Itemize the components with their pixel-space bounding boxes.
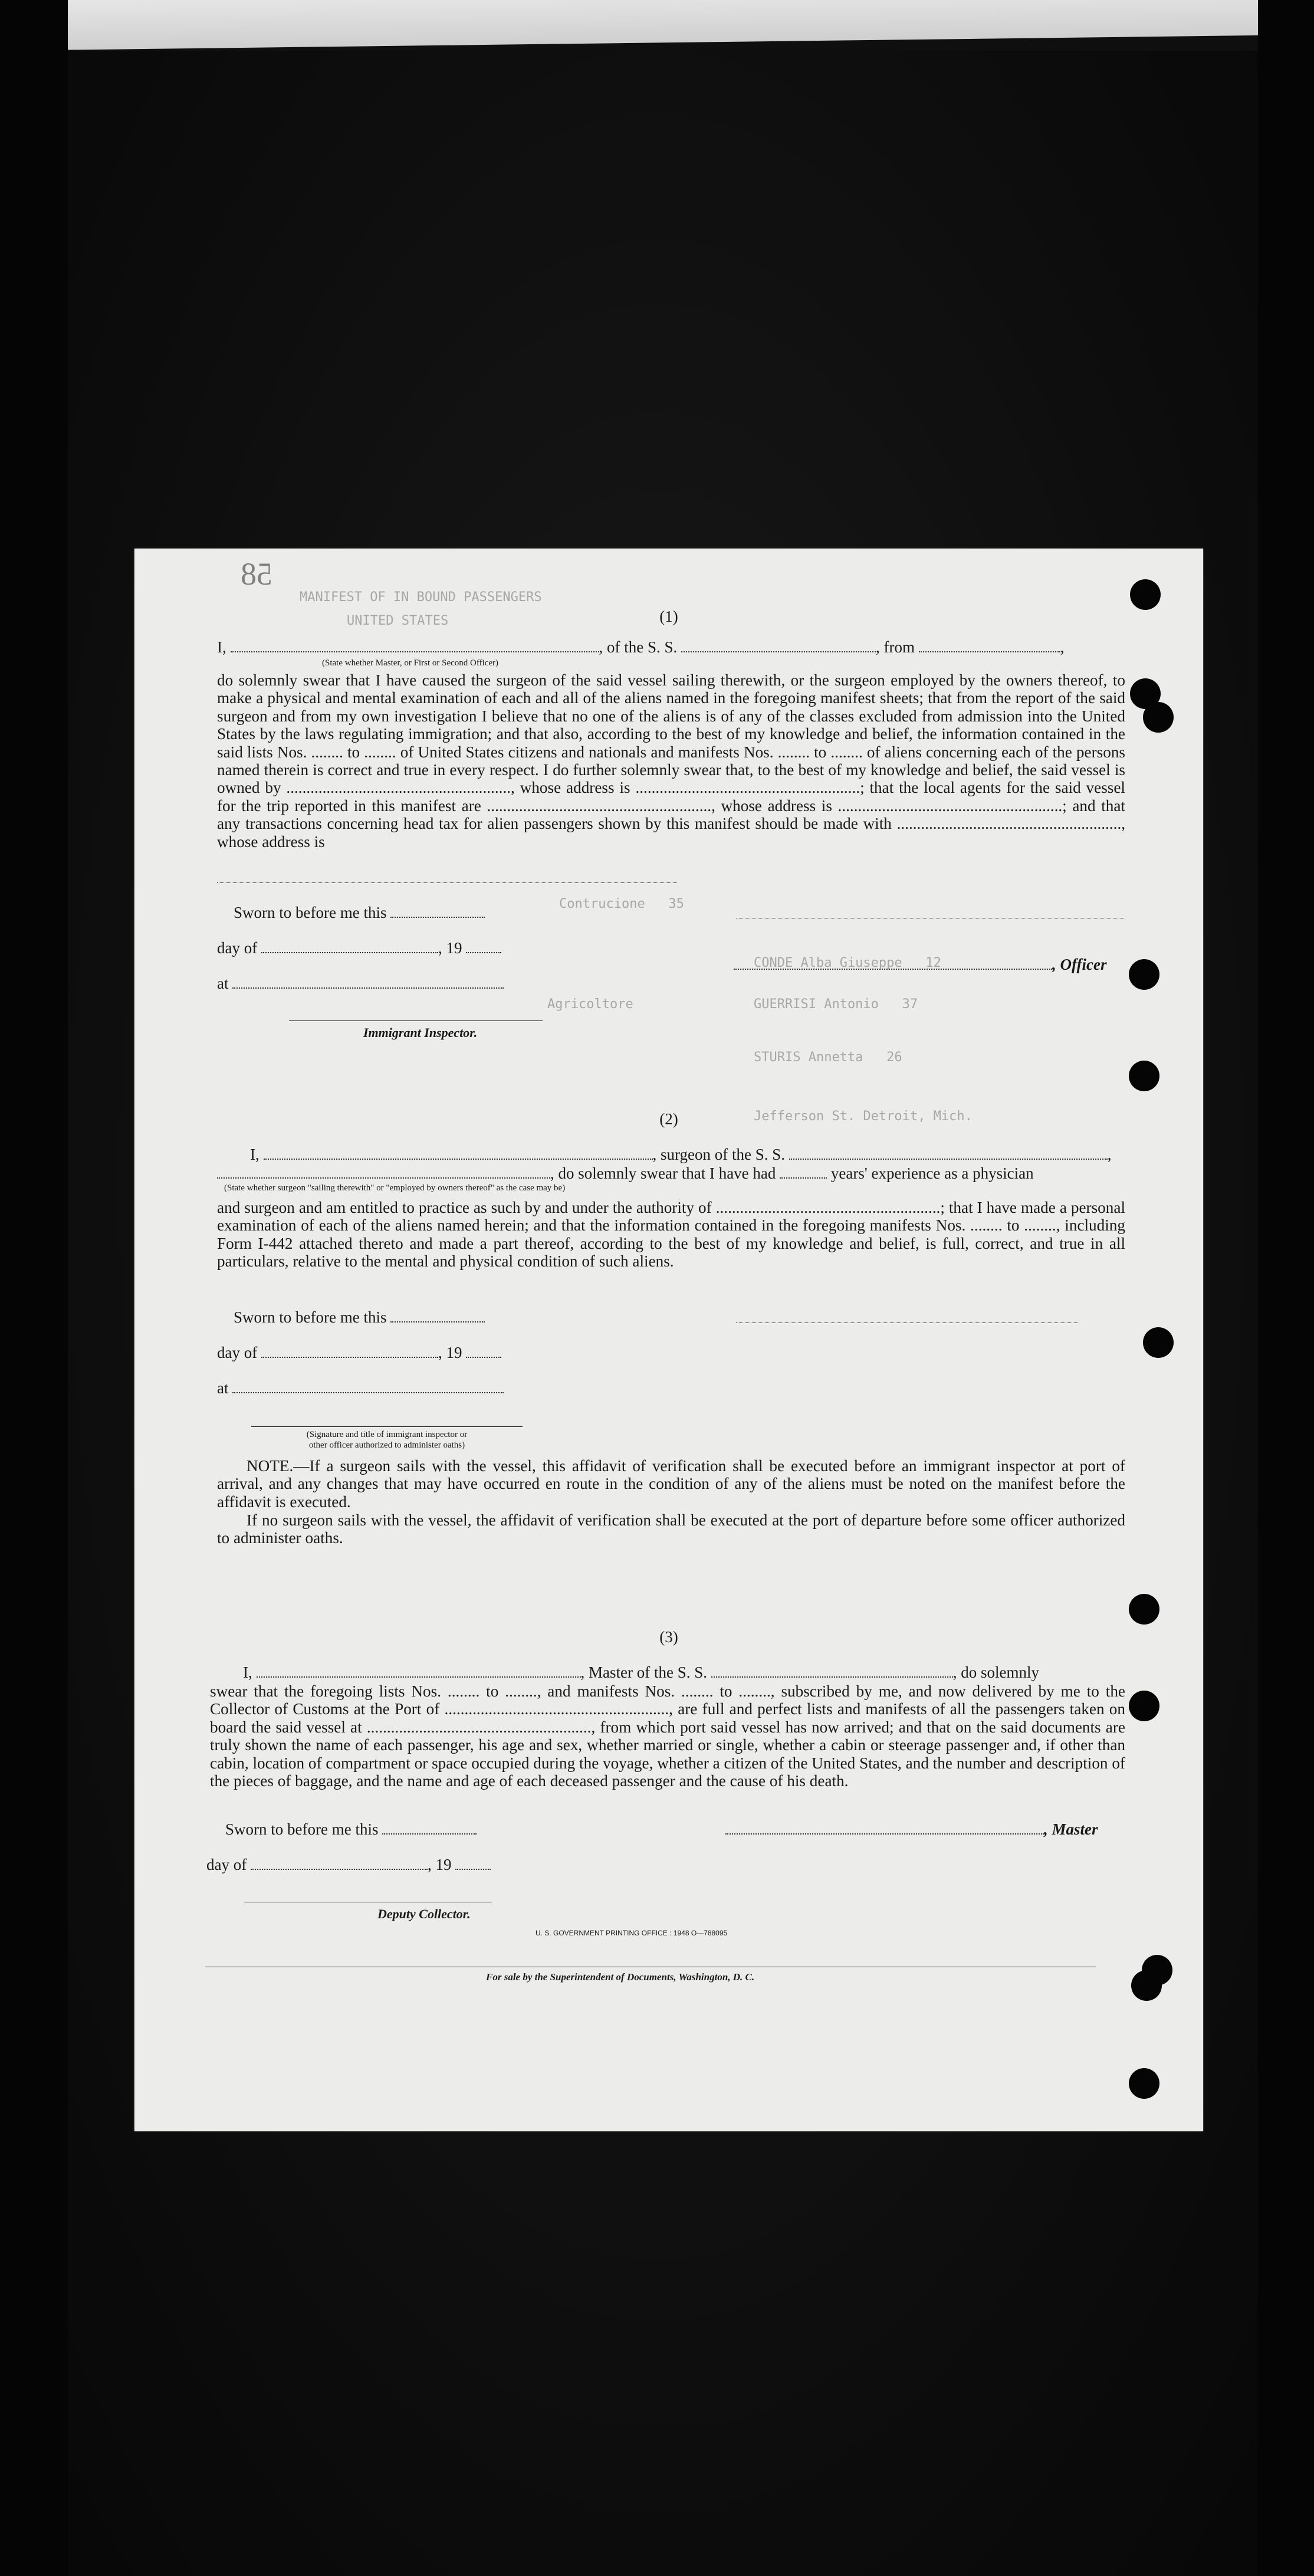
film-border-left	[0, 0, 68, 2576]
year-field[interactable]	[466, 1345, 501, 1358]
day-of-label: day of	[206, 1856, 247, 1873]
master-signature-field[interactable]	[725, 1822, 1044, 1835]
section-2-sworn	[234, 1308, 485, 1326]
section-1-officer-line	[734, 956, 1106, 973]
year-field[interactable]	[455, 1857, 491, 1870]
section-2-opening-line: I, , surgeon of the S. S. ,	[250, 1146, 1112, 1163]
section-1-sworn	[234, 904, 485, 921]
officer-name-field[interactable]	[231, 639, 599, 652]
departure-port-field[interactable]	[919, 639, 1060, 652]
month-field[interactable]	[261, 940, 438, 953]
binder-hole	[1131, 1970, 1162, 2001]
sig-caption-2: other officer authorized to administer oaths)	[308, 1440, 465, 1450]
surgeon-status-field[interactable]	[217, 1166, 550, 1179]
swear-label: , do solemnly swear that I have had	[550, 1164, 776, 1182]
sworn-label: Sworn to before me this	[234, 1308, 387, 1326]
section-2-number: (2)	[659, 1110, 678, 1128]
year-field[interactable]	[466, 940, 501, 953]
sworn-day-field[interactable]	[390, 1310, 485, 1323]
place-field[interactable]	[232, 1380, 504, 1393]
section-1-body: do solemnly swear that I have caused the surgeon of the said vessel sailing therewith, or the surgeon employed by the owners thereof, to make a physical and mental examination of each and all of the aliens named in the foregoing manifest sheets; that from the report of the said surgeon and from my own investigation I believe that no one of the aliens is of any of the classes excluded from admission into the United States by the laws regulating immigration; and that also, according to the best of my knowledge and belief, the information contained in the said lists Nos. ........ to ........ of United States citizens and nationals and manifests Nos. ........ to ........ of aliens concerning each of the persons named therein is correct and true in every respect. I do further solemnly swear that, to the best of my knowledge and belief, the said vessel is owned by ........................................................, whose address is ........................................................; that the local agents for the said vessel for the trip reported in this manifest are ........................................................, whose address is ........................................................; and that any transactions concerning head tax for alien passengers shown by this manifest should be made with ........................................................, whose address is	[217, 671, 1125, 851]
sworn-day-field[interactable]	[382, 1822, 477, 1835]
section-1-opening-line: I, , of the S. S. , from ,	[217, 638, 1065, 656]
master-of-label: , Master of the S. S.	[580, 1663, 707, 1681]
bleed-through-text: Contrucione 35	[559, 897, 684, 911]
section-3-body: swear that the foregoing lists Nos. ........ to ........, and manifests Nos. ........ to ........, subscribed by me, and now delivered by me to the Collector of Customs at the Port of ........................................................, are full and perfect lists and manifests of all the passengers taken on board the said vessel at ........................................................, from which port said vessel has now arrived; and that on the said documents are truly shown the name of each passenger, his age and sex, whether married or single, whether a cabin or steerage passenger and, if other than cabin, location of compartment or space occupied during the voyage, whether a citizen of the United States, and the number and description of the pieces of baggage, and the name and age of each deceased passenger and the cause of his death.	[210, 1682, 1125, 1790]
section-2-second-line	[217, 1164, 1034, 1182]
footer-sale-note: For sale by the Superintendent of Documents, Washington, D. C.	[486, 1971, 755, 1983]
inspector-signature-line	[289, 1020, 543, 1021]
binder-hole	[1129, 1061, 1159, 1091]
binder-hole	[1129, 1691, 1159, 1721]
section-1-number: (1)	[659, 608, 678, 625]
day-of-label: day of	[217, 1344, 258, 1361]
day-of-label: day of	[217, 939, 258, 957]
bleed-through-text: UNITED STATES	[347, 613, 449, 628]
year-label: , 19	[438, 1344, 462, 1361]
bleed-through-text: Agricoltore	[547, 997, 633, 1012]
bleed-through-text: GUERRISI Antonio 37	[754, 997, 918, 1012]
section-2-at	[217, 1379, 504, 1397]
section-1-at	[217, 974, 504, 992]
ship-name-field[interactable]	[681, 639, 876, 652]
film-edge-strip	[0, 0, 1314, 51]
month-field[interactable]	[251, 1857, 428, 1870]
officer-label: , Officer	[1052, 956, 1107, 973]
year-label: , 19	[427, 1856, 452, 1873]
years-experience-field[interactable]	[780, 1166, 827, 1179]
binder-hole	[1129, 1594, 1159, 1625]
section-1-from-label: , from	[876, 638, 915, 656]
film-border-right	[1258, 0, 1314, 2576]
section-1-day-of	[217, 939, 501, 957]
bleed-through-text: STURIS Annetta 26	[754, 1050, 902, 1065]
surgeon-name-field[interactable]	[264, 1147, 653, 1160]
section-2-note: NOTE.—If a surgeon sails with the vessel, this affidavit of verification shall be executed before an immigrant inspector at port of arrival, and any changes that may have occurred en route in the condition of any of the aliens must be noted on the manifest before the affidavit is executed.	[217, 1457, 1125, 1511]
place-field[interactable]	[232, 976, 504, 989]
month-field[interactable]	[261, 1345, 438, 1358]
bleed-through-text: Jefferson St. Detroit, Mich.	[754, 1109, 973, 1124]
surgeon-ship-field[interactable]	[789, 1147, 1108, 1160]
master-ship-field[interactable]	[711, 1665, 953, 1678]
section-3-day-of	[206, 1856, 491, 1873]
binder-hole	[1129, 959, 1159, 990]
year-label: , 19	[438, 939, 462, 957]
binder-hole	[1143, 702, 1174, 733]
master-label: , Master	[1044, 1820, 1098, 1838]
section-3-master-line	[725, 1820, 1098, 1838]
sworn-day-field[interactable]	[390, 905, 485, 918]
binder-hole	[1130, 579, 1161, 610]
inspector-label: Immigrant Inspector.	[363, 1025, 478, 1040]
sig-caption-1: (Signature and title of immigrant inspector or	[306, 1430, 468, 1439]
binder-hole	[1143, 1327, 1174, 1358]
sworn-label: Sworn to before me this	[234, 904, 387, 921]
solemnly-label: , do solemnly	[952, 1663, 1039, 1681]
gpo-imprint: U. S. GOVERNMENT PRINTING OFFICE : 1948 O—788095	[536, 1929, 728, 1937]
deputy-label: Deputy Collector.	[377, 1906, 471, 1921]
sworn-label: Sworn to before me this	[225, 1820, 379, 1838]
manifest-verification-page	[134, 549, 1203, 2131]
surgeon-of-label: , surgeon of the S. S.	[652, 1146, 786, 1163]
at-label: at	[217, 1379, 229, 1397]
section-2-day-of	[217, 1344, 501, 1361]
at-label: at	[217, 974, 229, 992]
section-3-sworn	[225, 1820, 477, 1838]
section-3-number: (3)	[659, 1628, 678, 1646]
binder-hole	[1129, 2068, 1159, 2099]
section-1-blank-line	[217, 882, 677, 883]
section-2-body: and surgeon and am entitled to practice as such by and under the authority of ........................................................; that I have made a personal examination of each of the aliens named herein; and that the information contained in the foregoing manifests Nos. ........ to ........, including Form I-442 attached thereto and made a part thereof, according to the best of my knowledge and belief, is full, correct, and true in all particulars, relative to the mental and physical condition of such aliens.	[217, 1199, 1125, 1271]
section-3-i-label: I,	[243, 1663, 252, 1681]
section-3-opening-line	[243, 1663, 1039, 1681]
bleed-through-text: CONDE Alba Giuseppe 12	[754, 956, 941, 970]
officer-title-field[interactable]	[734, 957, 1052, 970]
master-name-field[interactable]	[257, 1665, 581, 1678]
page-stamp: 58	[241, 556, 272, 592]
section-1-i-label: I,	[217, 638, 226, 656]
section-2-note-2: If no surgeon sails with the vessel, the affidavit of verification shall be executed at the port of departure before some officer authorized to administer oaths.	[217, 1511, 1125, 1547]
section-2-i-label: I,	[250, 1146, 259, 1163]
years-label: years' experience as a physician	[830, 1164, 1034, 1182]
bleed-through-text: MANIFEST OF IN BOUND PASSENGERS	[300, 590, 542, 605]
section-1-caption: (State whether Master, or First or Second Officer)	[322, 658, 499, 668]
section-1-ship-label: , of the S. S.	[599, 638, 678, 656]
section-2-caption: (State whether surgeon "sailing therewith" or "employed by owners thereof" as the case may be)	[224, 1183, 566, 1193]
section-2-inspector-line	[251, 1426, 523, 1427]
